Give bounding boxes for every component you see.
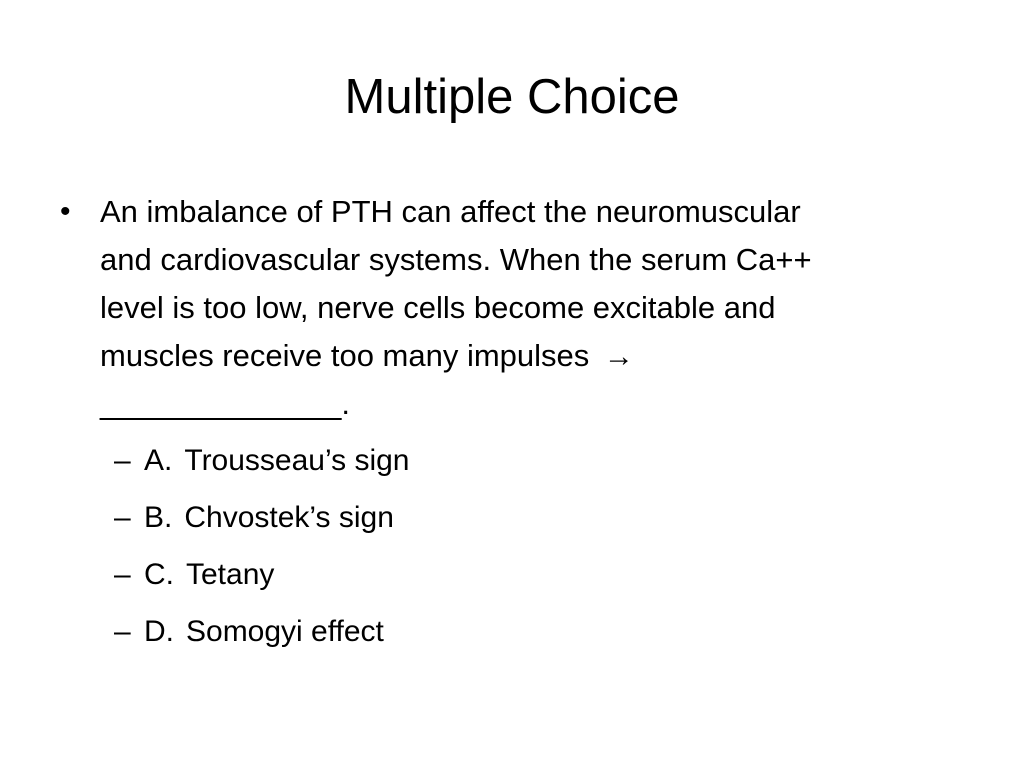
option-letter: C. bbox=[144, 558, 174, 591]
option-letter: B. bbox=[144, 501, 173, 534]
option-text: Trousseau’s sign bbox=[184, 444, 410, 477]
question-line-3: level is too low, nerve cells become excitable and bbox=[100, 290, 776, 325]
option-text: Chvostek’s sign bbox=[184, 501, 394, 534]
question-line-2: and cardiovascular systems. When the serum Ca++ bbox=[100, 242, 812, 277]
answer-options bbox=[114, 432, 814, 660]
question-line-4-text: muscles receive too many impulses bbox=[100, 338, 590, 373]
option-a bbox=[114, 432, 814, 489]
option-c bbox=[114, 546, 814, 603]
option-d bbox=[114, 603, 814, 660]
question-line-4 bbox=[100, 332, 950, 380]
dash-icon: – bbox=[114, 615, 131, 648]
option-b bbox=[114, 489, 814, 546]
option-letter: D. bbox=[144, 615, 174, 648]
bullet-icon: • bbox=[60, 195, 71, 228]
option-text: Tetany bbox=[186, 558, 275, 591]
dash-icon: – bbox=[114, 558, 131, 591]
right-arrow-icon: → bbox=[603, 340, 634, 373]
dash-icon: – bbox=[114, 501, 131, 534]
option-text: Somogyi effect bbox=[186, 615, 384, 648]
option-letter: A. bbox=[144, 444, 173, 477]
answer-blank: ______________. bbox=[100, 386, 350, 421]
dash-icon: – bbox=[114, 444, 131, 477]
question-line-1: An imbalance of PTH can affect the neuromuscular bbox=[100, 194, 801, 229]
question-text bbox=[100, 188, 950, 428]
slide-title: Multiple Choice bbox=[344, 70, 680, 124]
